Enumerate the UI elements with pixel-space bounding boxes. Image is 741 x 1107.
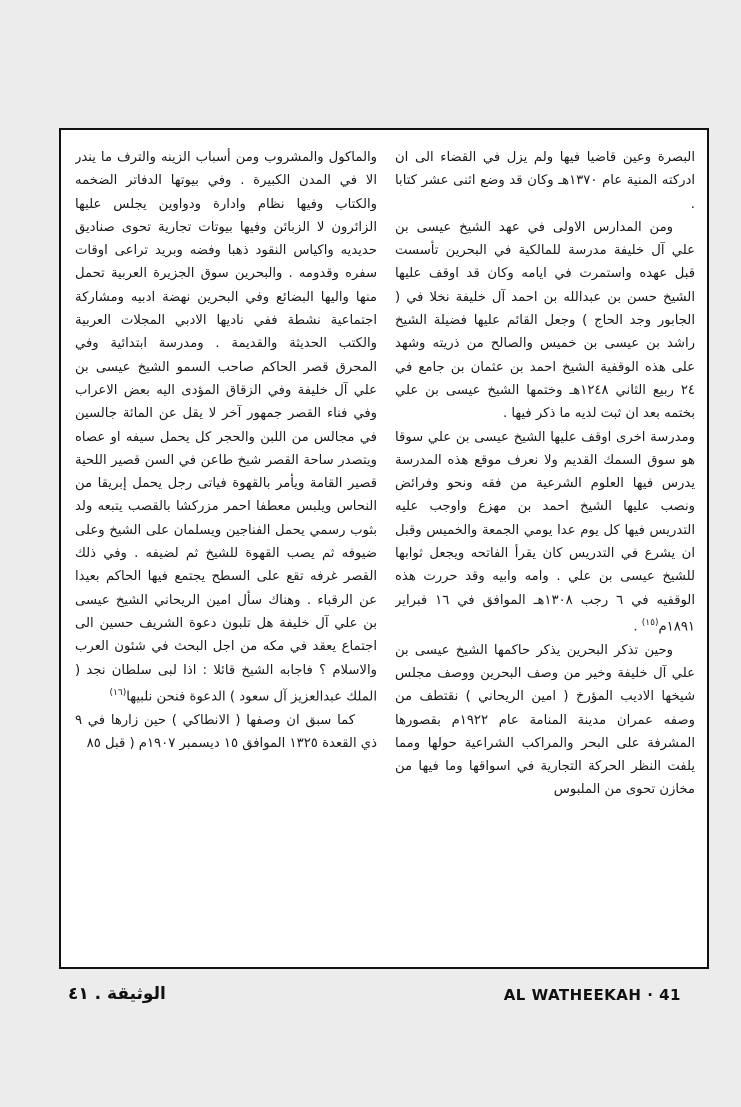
left-text-column	[75, 146, 377, 953]
footer-latin-page-label: AL WATHEEKAH · 41	[503, 986, 681, 1004]
paragraph-6: كما سبق ان وصفها ( الانطاكي ) حين زارها في ٩ ذي القعدة ١٣٢٥ الموافق ١٥ ديسمبر ١٩٠٧م ( قبل ٨٥	[75, 712, 377, 751]
page-frame	[59, 128, 709, 969]
paragraph-5: والماكول والمشروب ومن أسباب الزينه والترف ما يندر الا في المدن الكبيرة . وفي بيوتها الدفاتر الضخمه والكتاب وفيها نظام وادارة ودواوين يجلس عليها الزائرون لا الزبائن وفيها بيوتات تجارية تحوى صناديق حديديه واكياس النقود ذهبا وفضه وبريد تراعى اوقات سفره وقدومه . والبحرين سوق الجزيرة العربية تحمل منها واليها البضائع وفي البحرين نهضة ادبيه ومشاركة اجتماعية نشطة ففي ناديها الادبي المجلات العربية والكتب الحديثة والقديمة . ومدرسة ابتدائية وفي المحرق قصر الحاكم صاحب السمو الشيخ عيسى بن علي آل خليفة وفي الزقاق المؤدى اليه بعض الاعراب وفي فناء القصر جمهور آخر لا يقل عن المائة جالسين في مجالس من اللبن والحجر كل يحمل سيفه او عصاه ويتصدر ساحة القصر شيخ طاعن في السن قصير اللحية قصير القامة ويأمر بالقهوة فياتى رجل يحمل إبريقا من النحاس ويلبس معطفا احمر مزركشا بالقصب يتبعه ولد بثوب رسمي يحمل الفناجين ويسلمان على الشيخ وعلى ضيوفه ثم يصب القهوة للشيخ ثم لضيفه . وفي ذلك القصر غرفه تقع على السطح يجتمع فيها الحاكم بعيدا عن الرقباء . وهناك سأل امين الريحاني الشيخ عيسى بن علي آل خليفة هل تلبون دعوة الشريف حسين الى اجتماع يعقد في مكه من اجل البحث في شئون العرب والاسلام ؟ فاجابه الشيخ قائلا : اذا لبى سلطان نجد ( الملك عبدالعزيز آل سعود ) الدعوة فنحن نلبيها$^{(١٦)}$	[75, 150, 377, 705]
footnote-ref-16: (١٦)	[109, 687, 127, 698]
right-text-column	[395, 146, 695, 953]
paragraph-3: ومدرسة اخرى اوقف عليها الشيخ عيسى بن علي سوقا هو سوق السمك القديم ولا نعرف موقع هذه المدرسة يدرس فيها العلوم الشرعية من فقه ونحو وفرائض ونصب عليها الشيخ احمد بن مهزع واوجب عليه التدريس فيها كل يوم عدا يومي الجمعة والخميس وقبل ان يشرع في التدريس كان يقرأ الفاتحه ويجعل ثوابها للشيخ عيسى بن علي . وامه وابيه وقد حررت هذه الوقفيه في ٦ رجب ١٣٠٨هـ الموافق في ١٦ فبراير ١٨٩١م$^{(١٥)}$ .	[395, 429, 695, 635]
paragraph-4: وحين تذكر البحرين يذكر حاكمها الشيخ عيسى بن علي آل خليفة وخير من وصف البحرين ووصف مجلس شيخها الاديب المؤرخ ( امين الريحاني ) نقتطف من وصفه عمران مدينة المنامة عام ١٩٢٢م بقصورها المشرفة على البحر والمراكب الشراعية حولها ومما يلفت النظر الحركة التجارية في اسواقها وما فيها من مخازن تحوى من الملبوس	[395, 642, 695, 798]
footnote-ref-15: (١٥)	[641, 617, 659, 628]
footer-arabic-page-label: الوثيقة . ٤١	[68, 984, 166, 1004]
paragraph-1: البصرة وعين قاضيا فيها ولم يزل في القضاء الى ان ادركته المنية عام ١٣٧٠هـ وكان قد وضع اثنى عشر كتابا .	[395, 150, 695, 212]
paragraph-2: ومن المدارس الاولى في عهد الشيخ عيسى بن علي آل خليفة مدرسة للمالكية في البحرين تأسست قبل عهده واستمرت في ايامه وكان قد اوقف عليها الشيخ حسن بن عبدالله بن احمد آل خليفة نخلا في ( الجابور وجد الحاج ) وجعل القائم عليها فضيلة الشيخ راشد بن عيسى بن خميس والصالح من ذريته وشهد على هذه الوقفية الشيخ احمد بن عثمان بن جامع في ٢٤ ربيع الثاني ١٢٤٨هـ وختمها الشيخ عيسى بن علي بختمه بعد ان ثبت لديه ما ذكر فيها .	[395, 219, 695, 422]
